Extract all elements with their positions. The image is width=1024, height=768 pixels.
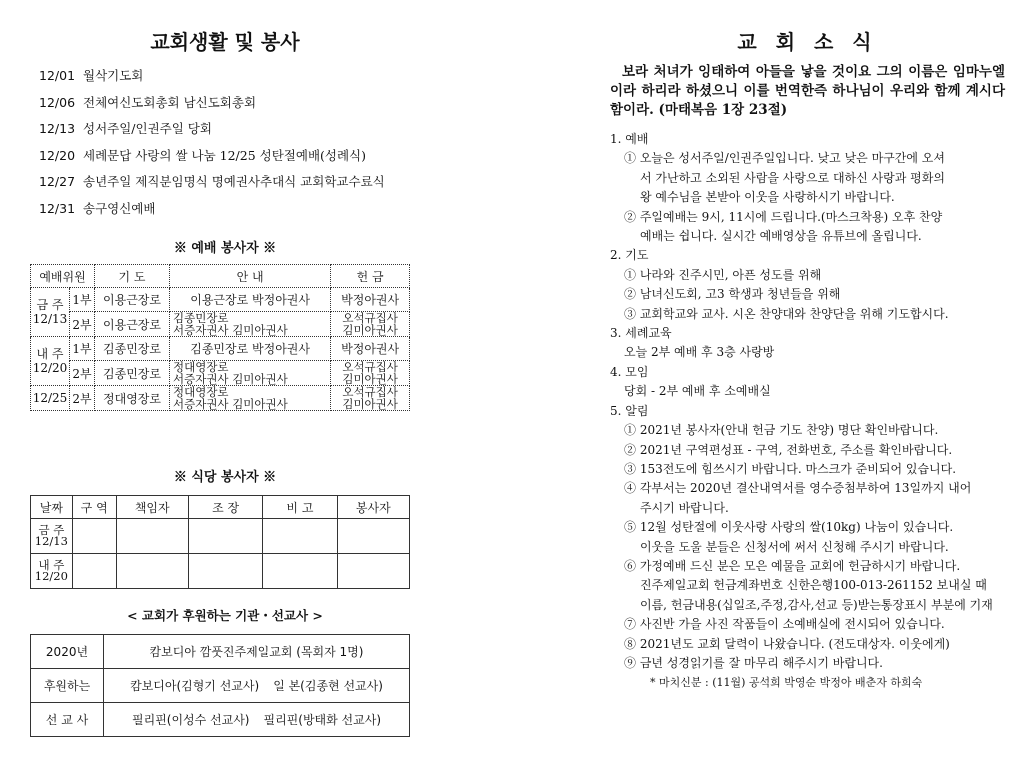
- news-line: ⑥ 가정예배 드신 분은 모은 예물을 교회에 헌금하시기 바랍니다.: [624, 558, 961, 573]
- column-header: 기 도: [95, 265, 170, 288]
- news-line: ① 오늘은 성서주일/인권주일입니다. 낮고 낮은 마구간에 오셔: [624, 151, 945, 166]
- offering-line: 김미아권사: [342, 372, 398, 386]
- column-header: 조 장: [188, 496, 262, 519]
- prayer-cell: 이용근장로: [95, 288, 170, 312]
- support-row-value: [104, 635, 410, 669]
- news-line: 왕 예수님을 본받아 이웃을 사랑하시기 바랍니다.: [640, 190, 895, 205]
- news-line: ⑧ 2021년도 교회 달력이 나왔습니다. (전도대상자. 이웃에게): [624, 636, 950, 651]
- news-line: 당회 - 2부 예배 후 소예배실: [624, 384, 771, 399]
- schedule-text: 송년주일 제직분임명식 명예권사추대식 교회학교수료식: [83, 174, 385, 189]
- offering-line: 오석규집사: [342, 360, 398, 374]
- news-line: 주시기 바랍니다.: [640, 500, 729, 515]
- table-row: [31, 519, 410, 554]
- guide-cell: [170, 312, 331, 337]
- church-news-title: 교 회 소 식: [737, 30, 878, 54]
- empty-cell: [72, 519, 116, 554]
- offering-line: 박정아권사: [341, 293, 400, 307]
- news-line: ④ 각부서는 2020년 결산내역서를 영수증첨부하여 13일까지 내어: [624, 481, 972, 496]
- empty-cell: [337, 519, 409, 554]
- guide-line: 정대영장로: [173, 360, 229, 374]
- news-section-title: 2. 기도: [610, 248, 649, 263]
- empty-cell: [188, 519, 262, 554]
- table-row: [31, 554, 410, 589]
- news-line: 오늘 2부 예배 후 3층 사랑방: [624, 345, 775, 360]
- column-header: 책임자: [116, 496, 188, 519]
- support-row-value: [104, 703, 410, 737]
- column-header: 비 고: [263, 496, 337, 519]
- support-entry: 필리핀(이성수 선교사): [131, 713, 250, 727]
- offering-cell: [331, 337, 410, 361]
- guide-line: 김종민장로 박정아권사: [190, 342, 310, 356]
- guide-line: 정대영장로: [173, 385, 229, 399]
- news-section-title: 4. 모임: [610, 364, 649, 379]
- table-row: [31, 635, 410, 669]
- column-header: 헌 금: [331, 265, 410, 288]
- schedule-item: [39, 199, 385, 226]
- schedule-date: 12/06: [39, 94, 76, 110]
- cafeteria-date-label: 금 주 12/13: [31, 519, 73, 554]
- offering-line: 오석규집사: [342, 385, 398, 399]
- support-entry: 캄보디아(김형기 선교사): [130, 679, 260, 693]
- news-section-title: 3. 세례교육: [610, 326, 672, 341]
- column-header: 예배위원: [31, 265, 95, 288]
- table-row: [31, 337, 410, 361]
- worship-date-label: 내 주 12/20: [31, 337, 70, 386]
- table-row: [31, 312, 410, 337]
- guide-line: 서증자권사 김미아권사: [173, 323, 288, 337]
- table-row: [31, 669, 410, 703]
- news-line: ② 2021년 구역편성표 - 구역, 전화번호, 주소를 확인바랍니다.: [624, 442, 953, 457]
- offering-cell: [331, 361, 410, 386]
- schedule-text: 월삭기도회: [83, 68, 144, 83]
- prayer-cell: 김종민장로: [95, 337, 170, 361]
- support-row-label: 후원하는: [31, 669, 104, 703]
- guide-cell: [170, 337, 331, 361]
- news-section-title: 5. 알림: [610, 403, 649, 418]
- support-entry: 캄보디아 깜풋진주제일교회 (목회자 1명): [149, 645, 364, 659]
- schedule-item: [39, 172, 385, 199]
- column-header: 안 내: [170, 265, 331, 288]
- news-line: ② 주일예배는 9시, 11시에 드립니다.(마스크착용) 오후 찬양: [624, 209, 943, 224]
- table-row: [31, 288, 410, 312]
- table-header-row: [31, 265, 410, 288]
- column-header: 날짜: [31, 496, 73, 519]
- empty-cell: [188, 554, 262, 589]
- prayer-cell: 정대영장로: [95, 386, 170, 411]
- cafeteria-volunteers-table: [30, 495, 410, 589]
- service-number: 2부: [70, 386, 95, 411]
- worship-date-label: 12/25: [31, 386, 70, 411]
- cafeteria-date-label: 내 주 12/20: [31, 554, 73, 589]
- news-line: ⑨ 금년 성경읽기를 잘 마무리 해주시기 바랍니다.: [624, 655, 883, 670]
- news-line: ① 2021년 봉사자(안내 헌금 기도 찬양) 명단 확인바랍니다.: [624, 423, 939, 438]
- table-row: [31, 703, 410, 737]
- empty-cell: [263, 519, 337, 554]
- support-entry: 필리핀(방태화 선교사): [263, 713, 382, 727]
- empty-cell: [337, 554, 409, 589]
- news-line: 이름, 헌금내용(십일조,주정,감사,선교 등)받는통장표시 부분에 기재: [640, 597, 993, 612]
- empty-cell: [116, 554, 188, 589]
- prayer-cell: 이용근장로: [95, 312, 170, 337]
- worship-volunteers-table: [30, 264, 410, 411]
- service-number: 2부: [70, 361, 95, 386]
- service-number: 1부: [70, 337, 95, 361]
- schedule-item: [39, 146, 385, 173]
- schedule-item: [39, 93, 385, 120]
- support-row-label: 2020년: [31, 635, 104, 669]
- support-row-label: 선 교 사: [31, 703, 104, 737]
- news-line: ⑤ 12월 성탄절에 이웃사랑 사랑의 쌀(10kg) 나눔이 있습니다.: [624, 520, 954, 535]
- news-line: ③ 교회학교와 교사. 시온 찬양대와 찬양단을 위해 기도합시다.: [624, 306, 949, 321]
- news-items: [610, 130, 1005, 693]
- news-line: 진주제일교회 헌금계좌번호 신한은행100-013-261152 보내실 때: [640, 578, 987, 593]
- table-header-row: [31, 496, 410, 519]
- offering-cell: [331, 312, 410, 337]
- news-line: ⑦ 사진반 가을 사진 작품들이 소예배실에 전시되어 있습니다.: [624, 617, 945, 632]
- empty-cell: [263, 554, 337, 589]
- empty-cell: [116, 519, 188, 554]
- guide-cell: [170, 361, 331, 386]
- support-row-value: [104, 669, 410, 703]
- news-section-title: 1. 예배: [610, 132, 649, 146]
- offering-line: 김미아권사: [342, 397, 398, 411]
- schedule-text: 송구영신예배: [83, 200, 156, 216]
- scripture-verse: 보라 처녀가 잉태하여 아들을 낳을 것이요 그의 이름은 임마누엘이라 하리라 하셨으니 이를 번역한즉 하나님이 우리와 함께 계시다 함이라. (마태복음 1장 23절): [610, 64, 1005, 118]
- schedule-list: [39, 66, 385, 225]
- schedule-date: 12/01: [39, 68, 76, 83]
- guide-line: 김종민장로: [173, 311, 229, 325]
- service-number: 2부: [70, 312, 95, 337]
- news-line: ③ 153전도에 힘쓰시기 바랍니다. 마스크가 준비되어 있습니다.: [624, 461, 957, 476]
- schedule-text: 전체여신도회총회 남신도회총회: [83, 94, 257, 110]
- offering-line: 오석규집사: [342, 311, 398, 325]
- prayer-cell: 김종민장로: [95, 361, 170, 386]
- schedule-date: 12/27: [39, 174, 76, 189]
- worship-date-label: 금 주 12/13: [31, 288, 70, 337]
- news-line: ② 남녀신도회, 고3 학생과 청년들을 위해: [624, 287, 841, 302]
- empty-cell: [72, 554, 116, 589]
- guide-cell: [170, 288, 331, 312]
- guide-line: 서증자권사 김미아권사: [173, 372, 288, 386]
- offering-cell: [331, 288, 410, 312]
- news-line: * 마치신분 : (11월) 공석희 박영순 박정아 배춘자 하희숙: [650, 676, 923, 690]
- news-line: 서 가난하고 소외된 사람을 사랑으로 대하신 사랑과 평화의: [640, 170, 945, 185]
- service-number: 1부: [70, 288, 95, 312]
- guide-cell: [170, 386, 331, 411]
- schedule-date: 12/20: [39, 147, 76, 163]
- offering-cell: [331, 386, 410, 411]
- guide-line: 이용근장로 박정아권사: [190, 293, 310, 307]
- schedule-date: 12/13: [39, 121, 76, 136]
- table-row: [31, 361, 410, 386]
- offering-line: 박정아권사: [341, 342, 400, 356]
- column-header: 봉사자: [337, 496, 409, 519]
- news-line: 이웃을 도울 분들은 신청서에 써서 신청해 주시기 바랍니다.: [640, 539, 949, 554]
- table-row: [31, 386, 410, 411]
- supported-missionaries-table: [30, 634, 410, 737]
- schedule-date: 12/31: [39, 200, 76, 216]
- schedule-item: [39, 119, 385, 146]
- news-line: ① 나라와 진주시민, 아픈 성도를 위해: [624, 267, 822, 282]
- cafeteria-volunteers-title: ※ 식당 봉사자 ※: [173, 470, 277, 485]
- support-entry: 일 본(김종현 선교사): [273, 679, 383, 693]
- church-life-title: 교회생활 및 봉사: [150, 30, 300, 54]
- worship-volunteers-title: ※ 예배 봉사자 ※: [173, 241, 277, 256]
- schedule-text: 세례문답 사랑의 쌀 나눔 12/25 성탄절예배(성례식): [83, 147, 366, 163]
- offering-line: 김미아권사: [342, 323, 398, 337]
- schedule-item: [39, 66, 385, 93]
- guide-line: 서증자권사 김미아권사: [173, 397, 288, 411]
- column-header: 구 역: [72, 496, 116, 519]
- support-title: < 교회가 후원하는 기관・선교사 >: [127, 608, 323, 623]
- schedule-text: 성서주일/인권주일 당회: [83, 121, 212, 136]
- news-line: 예배는 쉽니다. 실시간 예배영상을 유튜브에 올립니다.: [640, 229, 922, 244]
